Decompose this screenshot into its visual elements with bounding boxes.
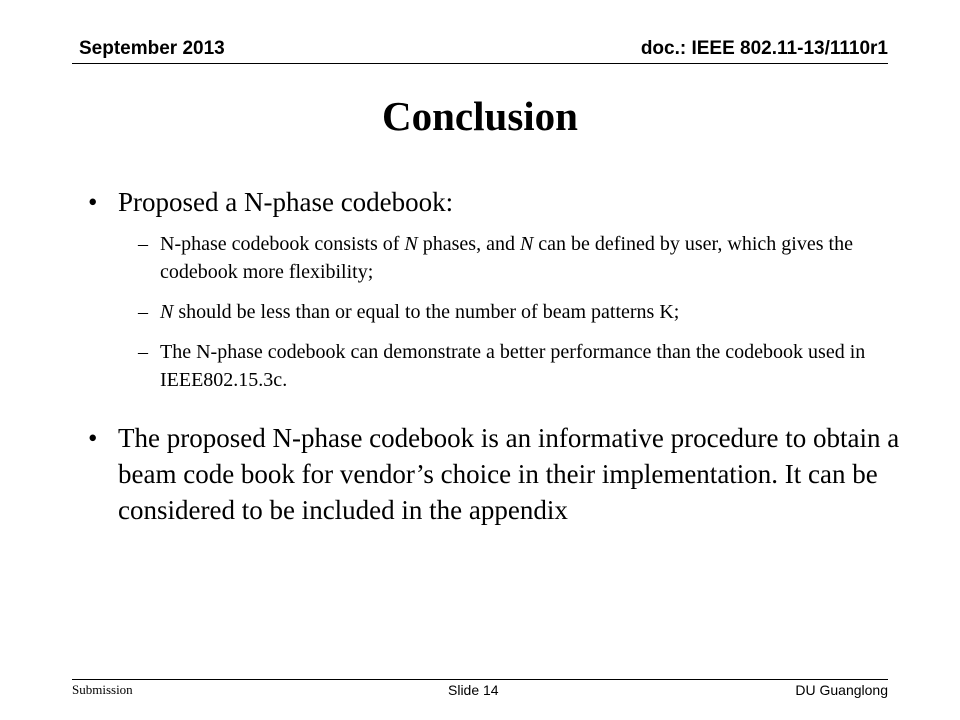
- sub-bullet-text: The N-phase codebook can demonstrate a better performance than the codebook used in IEEE802.15.3c.: [160, 341, 866, 391]
- dash-marker: –: [138, 341, 148, 363]
- sub-bullet-item: [138, 338, 876, 394]
- bullet-item: [88, 420, 908, 528]
- bullet-text: Proposed a N-phase codebook:: [118, 187, 454, 217]
- header-divider: [72, 63, 888, 64]
- dash-marker: –: [138, 233, 148, 255]
- footer-slide-number: Slide 14: [448, 682, 499, 698]
- footer-divider: [72, 679, 888, 680]
- dash-marker: –: [138, 301, 148, 323]
- footer-author: DU Guanglong: [795, 682, 888, 698]
- bullet-item: [88, 184, 908, 220]
- sub-bullet-text: N should be less than or equal to the number of beam patterns K;: [160, 301, 680, 323]
- header-doc-id: doc.: IEEE 802.11-13/1110r1: [640, 38, 888, 59]
- bullet-marker: •: [88, 187, 98, 217]
- sub-bullet-text: N-phase codebook consists of N phases, and N can be defined by user, which gives the codebook more flexibility;: [160, 233, 853, 283]
- bullet-marker: •: [88, 423, 98, 453]
- bullet-text: The proposed N-phase codebook is an informative procedure to obtain a beam code book for vendor’s choice in their implementation. It can be considered to be included in the appendix: [118, 423, 900, 525]
- header-date: September 2013: [79, 38, 225, 59]
- slide-title: Conclusion: [382, 93, 578, 139]
- sub-bullet-item: [138, 298, 876, 326]
- sub-bullet-item: [138, 230, 876, 286]
- footer-submission: Submission: [72, 682, 133, 697]
